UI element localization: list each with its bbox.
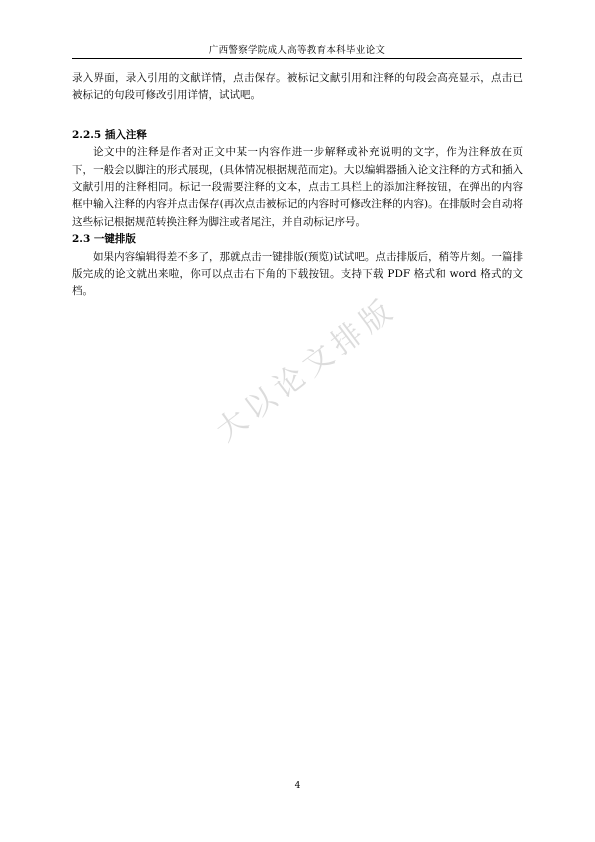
body-content — [72, 70, 523, 301]
continuation-paragraph: 录入界面，录入引用的文献详情，点击保存。被标记文献引用和注释的句段会高亮显示，点击已被标记的句段可修改引用详情，试试吧。 — [72, 72, 523, 102]
header-rule — [72, 58, 522, 59]
running-header: 广西警察学院成人高等教育本科毕业论文 — [208, 45, 386, 56]
section-paragraph-2-3: 如果内容编辑得差不多了，那就点击一键排版(预览)试试吧。点击排版后，稍等片刻。一篇排版完成的论文就出来啦，你可以点击右下角的下载按钮。支持下载 PDF 格式和 word 格式的文档。 — [72, 250, 523, 298]
section-heading-2-2-5: 2.2.5 插入注释 — [72, 128, 147, 141]
section-heading-2-3: 2.3 一键排版 — [72, 233, 136, 246]
section-paragraph-2-2-5: 论文中的注释是作者对正文中某一内容作进一步解释或补充说明的文字，作为注释放在页下，一般会以脚注的形式展现，(具体情况根据规范而定)。大以编辑器插入论文注释的方式和插入文献引用的注释相同。标记一段需要注释的文本，点击工具栏上的添加注释按钮，在弹出的内容框中输入注释的内容并点击保存(再次点击被标记的内容时可修改注释的内容)。在排版时会自动将这些标记根据规范转换注释为脚注或者尾注，并自动标记序号。 — [72, 146, 523, 228]
watermark: 大以论文排版 — [209, 290, 404, 449]
page-number: 4 — [294, 781, 301, 791]
